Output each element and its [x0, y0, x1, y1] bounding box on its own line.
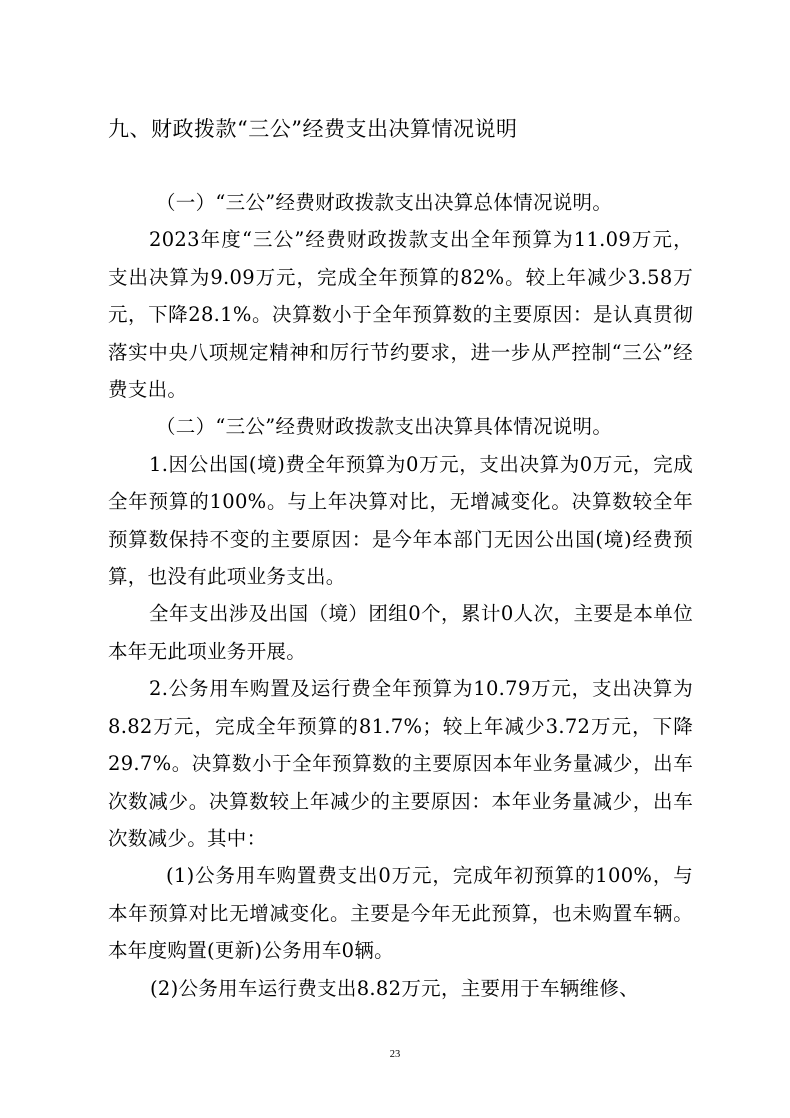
item-1-detail-paragraph: 全年支出涉及出国（境）团组0个，累计0人次，主要是本单位本年无此项业务开展。	[108, 602, 693, 663]
item-2-paragraph: 2.公务用车购置及运行费全年预算为10.79万元，支出决算为8.82万元，完成全年预算的81.7%；较上年减少3.72万元，下降29.7%。决算数小于全年预算数的主要原因本年业务量减少，出车次数减少。决算数较上年减少的主要原因：本年业务量减少，出车次数减少。其中：	[108, 677, 693, 850]
item-1-paragraph: 1.因公出国(境)费全年预算为0万元，支出决算为0万元，完成全年预算的100%。与上年决算对比，无增减变化。决算数较全年预算数保持不变的主要原因：是今年本部门无因公出国(境)经费预算，也没有此项业务支出。	[108, 452, 693, 589]
subsection-1-body: 2023年度“三公”经费财政拨款支出全年预算为11.09万元，支出决算为9.09万元，完成全年预算的82%。较上年减少3.58万元，下降28.1%。决算数小于全年预算数的主要原因：是认真贯彻落实中央八项规定精神和厉行节约要求，进一步从严控制“三公”经费支出。	[108, 228, 693, 402]
subsection-1-title: （一）“三公”经费财政拨款支出决算总体情况说明。	[156, 191, 613, 214]
section-heading: 九、财政拨款“三公”经费支出决算情况说明	[108, 117, 518, 141]
item-2-sub-1-paragraph: (1)公务用车购置费支出0万元，完成年初预算的100%，与本年预算对比无增减变化。主要是今年无此预算，也未购置车辆。本年度购置(更新)公务用车0辆。	[108, 864, 693, 963]
page-number: 23	[389, 1049, 401, 1060]
subsection-2-title: （二）“三公”经费财政拨款支出决算具体情况说明。	[156, 415, 613, 439]
document-body	[108, 184, 693, 1007]
item-2-sub-2-paragraph: (2)公务用车运行费支出8.82万元，主要用于车辆维修、	[150, 976, 639, 1000]
